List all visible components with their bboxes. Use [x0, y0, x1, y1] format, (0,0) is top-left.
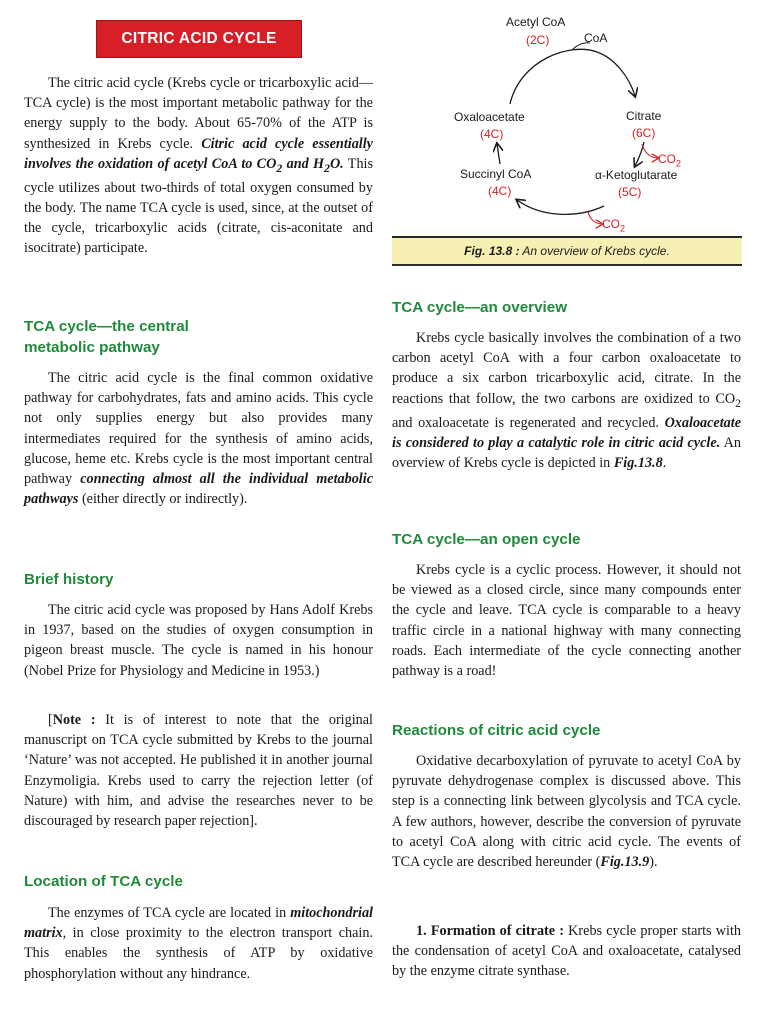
cycle-arrows	[392, 0, 742, 236]
overview-heading: TCA cycle—an overview	[392, 299, 568, 316]
reactions-paragraph: Oxidative decarboxylation of pyruvate to acetyl CoA by pyruvate dehydrogenase complex is discussed above. This step is a connecting link between glycolysis and TCA cycle. A few authors, however, describe the conversion of pyruvate to acetyl CoA along with citric acid cycle. The events of TCA cycle are described hereunder (Fig.13.9).	[392, 753, 741, 871]
intro-paragraph: The citric acid cycle (Krebs cycle or tricarboxylic acid—TCA cycle) is the most important metabolic pathway for the energy supply to the body. About 65-70% of the ATP is synthesized in Krebs cycle. Citric acid cycle essentially involves the oxidation of acetyl CoA to $CO_2$ and $H_2O$. This cycle utilizes about two-thirds of total oxygen consumed by the body. The name TCA cycle is used, since, at the outset of the cycle, tricarboxylic acids (citrate, cis-aconitate and isocitrate) participate.	[24, 75, 374, 257]
location-heading: Location of TCA cycle	[24, 873, 183, 890]
succinyl-coa-carbons: (4C)	[488, 184, 512, 198]
reactions-heading: Reactions of citric acid cycle	[392, 722, 601, 739]
arc-keto-to-succinyl	[517, 200, 604, 214]
oxaloacetate-label: Oxaloacetate	[454, 110, 525, 124]
overview-paragraph: Krebs cycle basically involves the combination of a two carbon acetyl CoA with a four carbon oxaloacetate to produce a six carbon tricarboxylic acid, citrate. In the reactions that follow, the two carbons are oxidized to $CO_2$ and oxaloacetate is regenerated and recycled. Oxaloacetate is considered to play a catalytic role in citric acid cycle. An overview of Krebs cycle is depicted in Fig.13.8.	[392, 330, 741, 472]
citrate-label: Citrate	[626, 109, 662, 123]
arc-succinyl-to-oxalo	[497, 144, 500, 164]
oxaloacetate-carbons: (4C)	[480, 127, 504, 141]
history-heading: Brief history	[24, 571, 114, 588]
open-cycle-paragraph: Krebs cycle is a cyclic process. However, it should not be viewed as a closed circle, since many compounds enter the cycle and leave. TCA cycle is comparable to a heavy traffic circle in a national highway with many connecting roads. Each intermediate of the cycle connecting another pathway is a road!	[392, 562, 741, 680]
co2-label-2: $CO_2$	[602, 217, 626, 234]
acetyl-coa-carbons: (2C)	[526, 33, 550, 47]
ketoglutarate-label: α-Ketoglutarate	[595, 168, 678, 182]
formation-of-citrate-paragraph: 1. Formation of citrate : Krebs cycle proper starts with the condensation of acetyl CoA and oxaloacetate, catalysed by the enzyme citrate synthase.	[392, 923, 741, 980]
location-paragraph: The enzymes of TCA cycle are located in mitochondrial matrix, in close proximity to the electron transport chain. This enables the synthesis of ATP by oxidative phosphorylation without any hindrance.	[24, 905, 373, 982]
open-cycle-heading: TCA cycle—an open cycle	[392, 531, 581, 548]
note-paragraph: [Note : It is of interest to note that the original manuscript on TCA cycle submitted by Krebs to the journal ‘Nature’ was not accepted. He published it in another journal Enzymoligia. Krebs used to carry the rejection letter (of Nature) with him, and advise the researches never to be discouraged by research paper rejection].	[24, 712, 373, 830]
co2-release-arrow-2	[588, 212, 602, 224]
history-paragraph: The citric acid cycle was proposed by Hans Adolf Krebs in 1937, based on the studies of oxygen consumption in pigeon breast muscle. The cycle is named in his honour (Nobel Prize for Physiology and Medicine in 1953.)	[24, 602, 373, 679]
co2-label-1: $CO_2$	[658, 152, 682, 169]
citrate-carbons: (6C)	[632, 126, 656, 140]
ketoglutarate-carbons: (5C)	[618, 185, 642, 199]
krebs-cycle-figure	[392, 0, 742, 266]
central-heading: TCA cycle—the central metabolic pathway	[24, 318, 189, 356]
co2-release-arrow-1	[642, 144, 658, 158]
succinyl-coa-label: Succinyl CoA	[460, 167, 532, 181]
figure-caption: Fig. 13.8 : An overview of Krebs cycle.	[392, 236, 742, 266]
acetyl-coa-label: Acetyl CoA	[506, 15, 566, 29]
arc-oxalo-to-citrate	[510, 49, 635, 104]
coa-label: CoA	[584, 31, 608, 45]
central-paragraph: The citric acid cycle is the final common oxidative pathway for carbohydrates, fats and amino acids. This cycle not only supplies energy but also provides many intermediates required for the synthesis of amino acids, glucose, heme etc. Krebs cycle is the most important central pathway connecting almost all the individual metabolic pathways (either directly or indirectly).	[24, 370, 373, 508]
page-title: CITRIC ACID CYCLE	[96, 20, 302, 58]
